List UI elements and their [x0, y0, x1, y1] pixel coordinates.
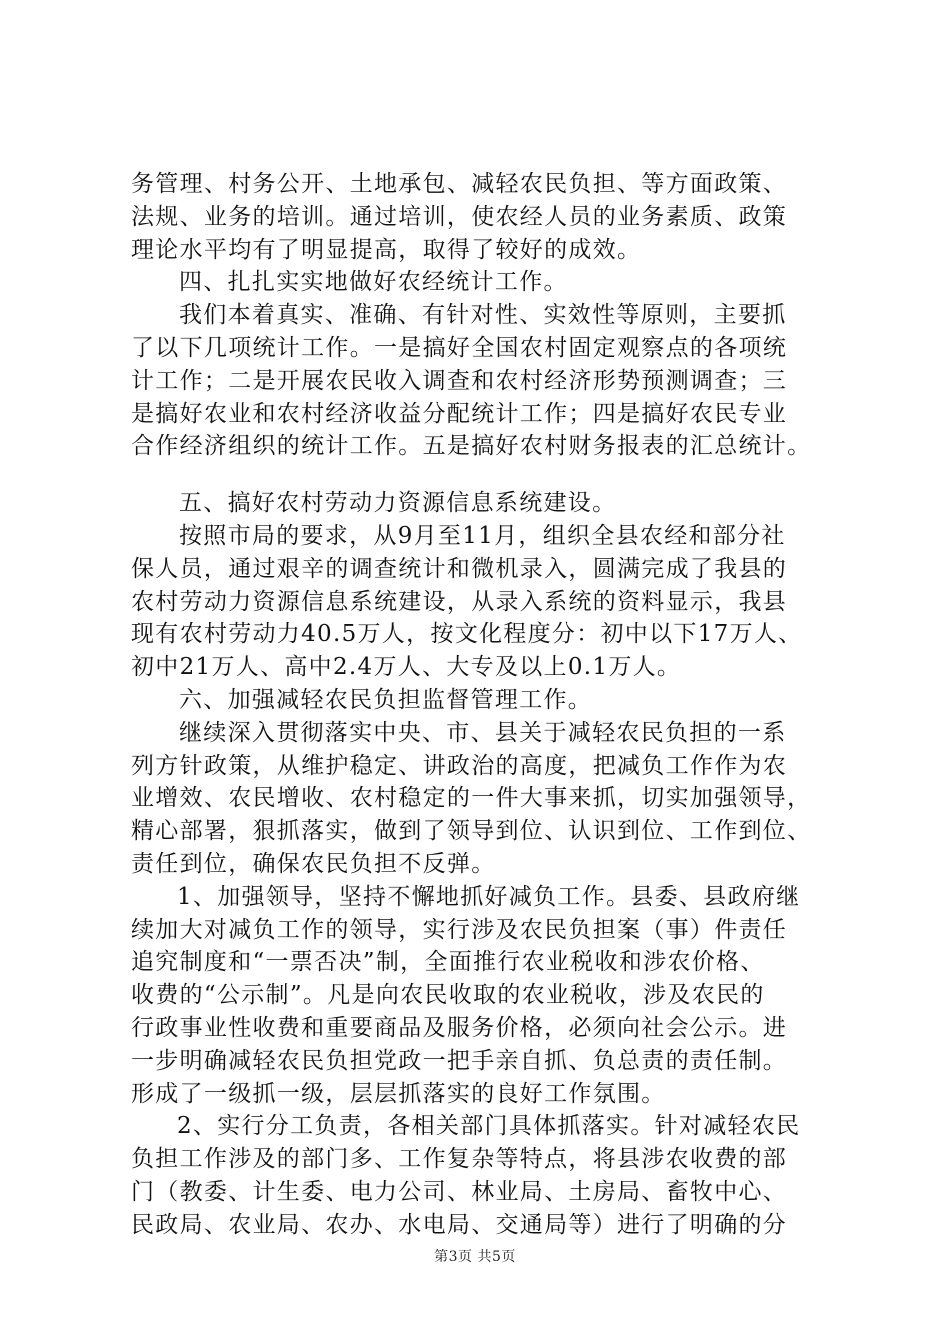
paragraph-gap: [131, 463, 851, 487]
page-number-footer: 第3页 共5页: [434, 1249, 516, 1265]
subsection-1: 1、加强领导，坚持不懈地抓好减负工作。县委、县政府继: [177, 883, 801, 910]
text-line: 续加大对减负工作的领导，实行涉及农民负担案（事）件责任: [131, 916, 788, 943]
text-line: 我们本着真实、准确、有针对性、实效性等原则，主要抓: [179, 302, 787, 329]
text-line: 责任到位，确保农民负担不反弹。: [131, 850, 496, 877]
text-line: 保人员，通过艰辛的调查统计和微机录入，圆满完成了我县的: [131, 555, 788, 582]
section-heading-4: 四、扎扎实实地做好农经统计工作。: [179, 269, 568, 296]
text-line: 初中21万人、高中2.4万人、大专及以上0.1万人。: [131, 654, 682, 681]
text-line: 门（教委、计生委、电力公司、林业局、土房局、畜牧中心、: [131, 1178, 788, 1205]
text-line: 负担工作涉及的部门多、工作复杂等特点，将县涉农收费的部: [131, 1146, 788, 1173]
section-heading-5: 五、搞好农村劳动力资源信息系统建设。: [179, 490, 617, 517]
text-line: 了以下几项统计工作。一是搞好全国农村固定观察点的各项统: [131, 334, 788, 361]
text-line: 法规、业务的培训。通过培训，使农经人员的业务素质、政策: [131, 203, 788, 230]
text-line: 继续深入贯彻落实中央、市、县关于减轻农民负担的一系: [179, 719, 787, 746]
text-line: 一步明确减轻农民负担党政一把手亲自抓、负总责的责任制。: [131, 1047, 788, 1074]
text-line: 计工作；二是开展农民收入调查和农村经济形势预测调查；三: [131, 367, 788, 394]
text-line: 收费的“公示制”。凡是向农民收取的农业税收，涉及农民的: [131, 982, 765, 1009]
text-line: 列方针政策，从维护稳定、讲政治的高度，把减负工作作为农: [131, 752, 788, 779]
text-line: 业增效、农民增收、农村稳定的一件大事来抓，切实加强领导，: [131, 785, 812, 812]
text-line: 追究制度和“一票否决”制，全面推行农业税收和涉农价格、: [131, 949, 765, 976]
text-line: 合作经济组织的统计工作。五是搞好农村财务报表的汇总统计。: [131, 433, 812, 460]
text-line: 是搞好农业和农村经济收益分配统计工作；四是搞好农民专业: [131, 400, 788, 427]
section-heading-6: 六、加强减轻农民负担监督管理工作。: [179, 686, 593, 713]
text-line: 农村劳动力资源信息系统建设，从录入系统的资料显示，我县: [131, 588, 788, 615]
text-line: 理论水平均有了明显提高，取得了较好的成效。: [131, 236, 642, 263]
document-body: [131, 168, 851, 1242]
text-line: 行政事业性收费和重要商品及服务价格，必须向社会公示。进: [131, 1014, 788, 1041]
text-line: 现有农村劳动力40.5万人，按文化程度分：初中以下17万人、: [131, 621, 803, 648]
text-line: 按照市局的要求，从9月至11月，组织全县农经和部分社: [179, 522, 786, 549]
text-line: 形成了一级抓一级，层层抓落实的良好工作氛围。: [131, 1080, 666, 1107]
subsection-2: 2、实行分工负责，各相关部门具体抓落实。针对减轻农民: [177, 1113, 801, 1140]
text-line: 精心部署，狠抓落实，做到了领导到位、认识到位、工作到位、: [131, 818, 812, 845]
text-line: 民政局、农业局、农办、水电局、交通局等）进行了明确的分: [131, 1211, 788, 1238]
text-line: 务管理、村务公开、土地承包、减轻农民负担、等方面政策、: [131, 171, 788, 197]
